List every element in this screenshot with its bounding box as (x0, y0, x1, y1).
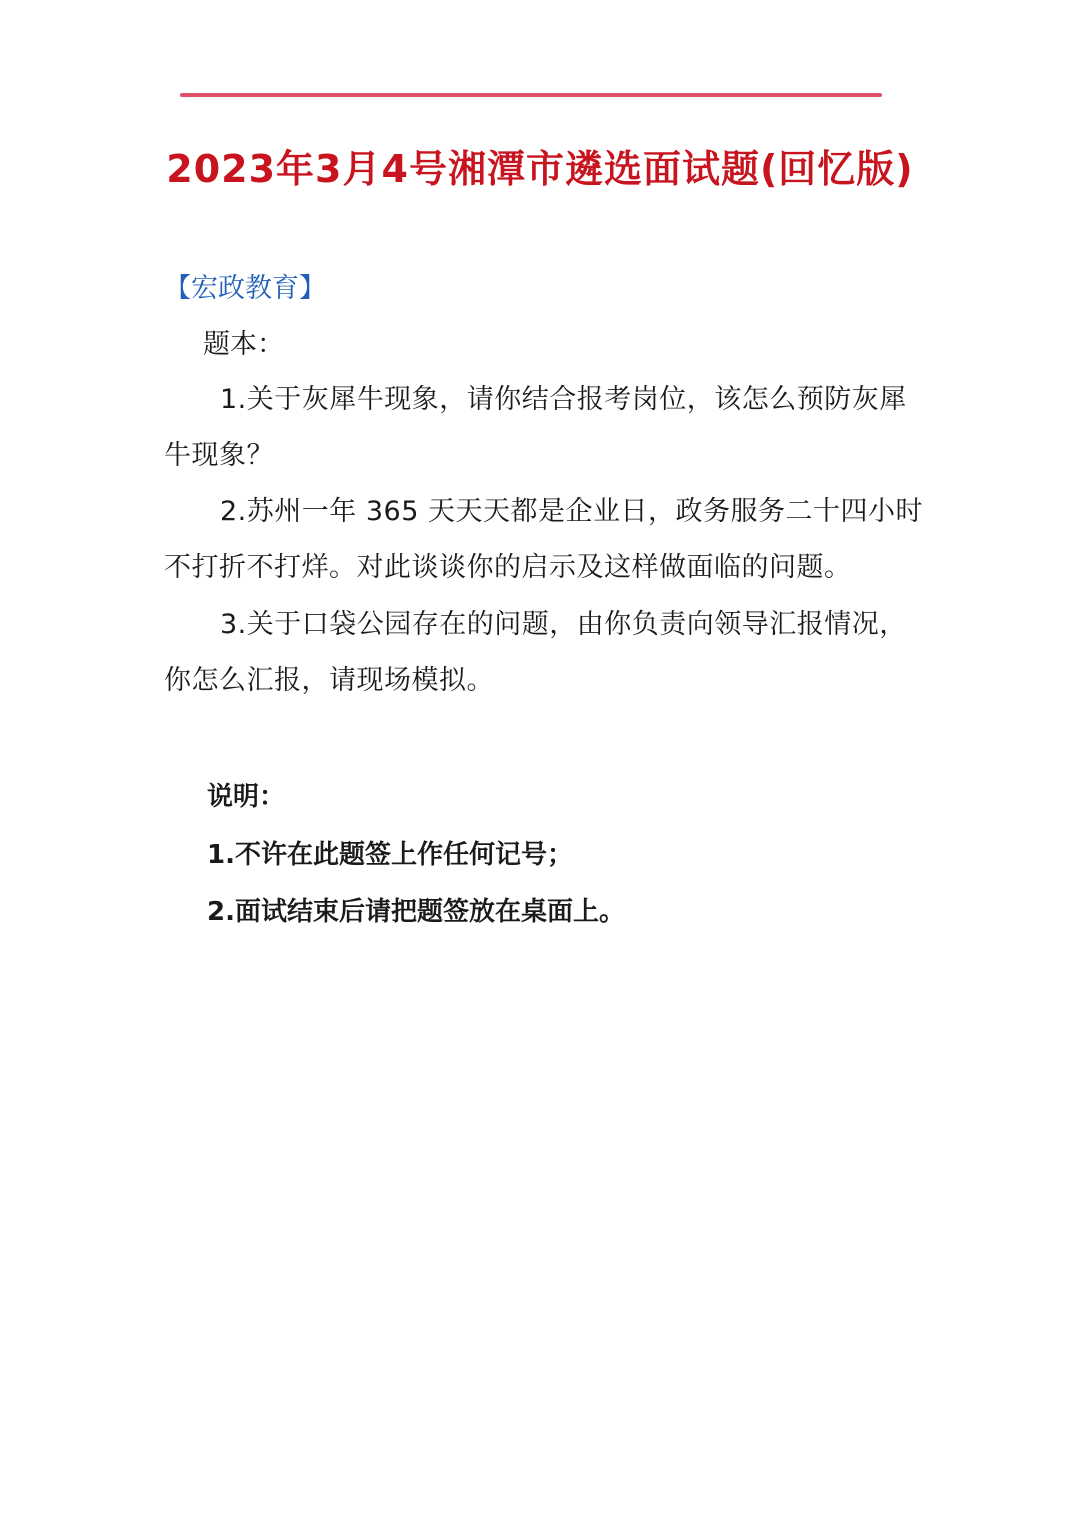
page-title: 2023年3月4号湘潭市遴选面试题(回忆版) (166, 147, 914, 191)
note-1: 1.不许在此题签上作任何记号； (207, 840, 573, 870)
notes-label: 说明： (207, 782, 286, 812)
note-2: 2.面试结束后请把题签放在桌面上。 (207, 897, 625, 927)
question-3: 3.关于口袋公园存在的问题，由你负责向领导汇报情况，你怎么汇报，请现场模拟。 (164, 609, 907, 696)
question-1: 1.关于灰犀牛现象，请你结合报考岗位，该怎么预防灰犀牛现象？ (164, 384, 907, 471)
question-2: 2.苏州一年 365 天天天都是企业日，政务服务二十四小时不打折不打烊。对此谈谈你的启示及这样做面临的问题。 (164, 496, 923, 583)
question-book-label: 题本： (203, 329, 284, 360)
header-divider (180, 93, 882, 97)
section-label: 【宏政教育】 (164, 273, 326, 304)
